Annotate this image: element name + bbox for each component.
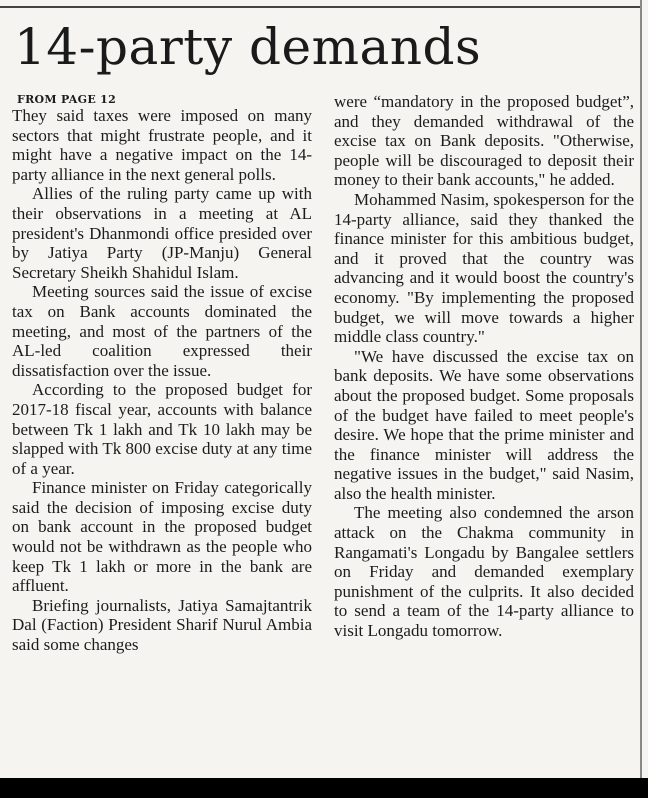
- paragraph: Allies of the ruling party came up with their observations in a meeting at AL president's Dhanmondi office presided over by Jatiya Party (JP-Manju) General Secretary Sheikh Shahidul Islam.: [12, 184, 312, 282]
- paragraph: Mohammed Nasim, spokesperson for the 14-party alliance, said they thanked the finance minister for this ambitious budget, and it proved that the country was advancing and it would boost the country's economy. "By implementing the proposed budget, we will move towards a higher middle class country.": [334, 189, 634, 347]
- paragraph: Meeting sources said the issue of excise tax on Bank accounts dominated the meeting, and most of the partners of the AL-led coalition expressed their dissatisfaction over the issue.: [12, 282, 312, 380]
- continuation-label: FROM PAGE 12: [17, 93, 117, 106]
- paragraph: The meeting also condemned the arson attack on the Chakma community in Rangamati's Longadu by Bangalee settlers on Friday and demanded exemplary punishment of the culprits. It also decided to send a team of the 14-party alliance to visit Longadu tomorrow.: [334, 503, 634, 641]
- headline: 14-party demands: [14, 18, 482, 76]
- paragraph: They said taxes were imposed on many sectors that might frustrate people, and it might have a negative impact on the 14-party alliance in the next general polls.: [12, 106, 312, 184]
- paragraph: According to the proposed budget for 2017-18 fiscal year, accounts with balance between Tk 1 lakh and Tk 10 lakh may be slapped with Tk 800 excise duty at any time of a year.: [12, 380, 312, 478]
- right-column: [334, 92, 634, 641]
- paragraph: were “mandatory in the proposed budget”, and they demanded withdrawal of the excise tax on Bank deposits. "Otherwise, people will be discouraged to deposit their money to their bank accounts," he added.: [334, 92, 634, 190]
- left-column: [12, 106, 312, 655]
- paragraph: "We have discussed the excise tax on bank deposits. We have some observations about the proposed budget. Some proposals of the budget have failed to meet people's desire. We hope that the prime minister and the finance minister will address the negative issues in the budget," said Nasim, also the health minister.: [334, 346, 634, 503]
- paragraph: Briefing journalists, Jatiya Samajtantrik Dal (Faction) President Sharif Nurul Ambia said some changes: [12, 595, 312, 655]
- column-rule: [640, 0, 642, 778]
- bottom-bar: [0, 778, 648, 798]
- paragraph: Finance minister on Friday categorically said the decision of imposing excise duty on bank account in the proposed budget would not be withdrawn as the people who keep Tk 1 lakh or more in the bank are affluent.: [12, 478, 312, 596]
- top-rule: [0, 6, 640, 8]
